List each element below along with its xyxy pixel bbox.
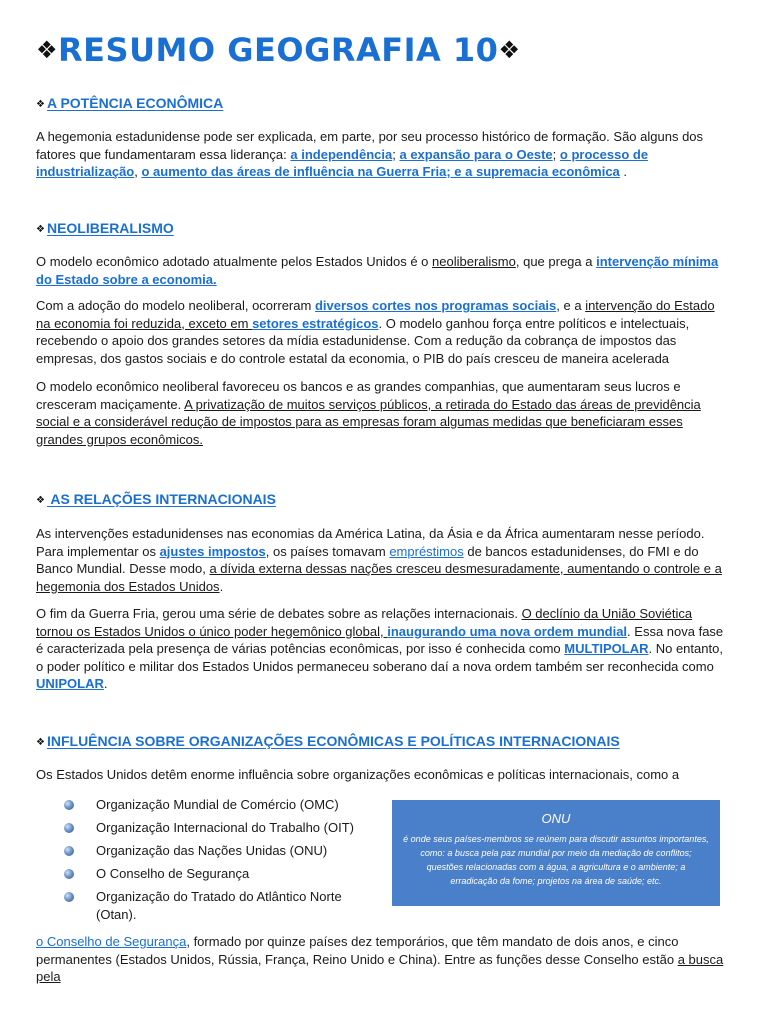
- text-run: , que prega a: [515, 254, 597, 269]
- highlight-multipolar: MULTIPOLAR: [564, 641, 649, 656]
- text-run: O modelo econômico adotado atualmente pelos Estados Unidos é o: [36, 254, 433, 269]
- sphere-bullet-icon: [64, 823, 74, 833]
- list-item: [64, 842, 364, 860]
- text-run: As intervenções estadunidenses nas economias da América Latina, da Ásia e da África aumentaram nesse período. Para implementar os: [36, 526, 705, 559]
- text-run: .: [103, 676, 108, 691]
- section-heading-text: AS RELAÇÕES INTERNACIONAIS: [46, 491, 276, 507]
- document-title: [36, 30, 520, 70]
- text-run: ;: [392, 146, 400, 162]
- paragraph-potencia: [36, 128, 732, 181]
- document-title-text: RESUMO GEOGRAFIA 10: [58, 31, 499, 69]
- list-item: [64, 819, 364, 837]
- sphere-bullet-icon: [64, 800, 74, 810]
- underline-divida-externa: a dívida externa dessas nações cresceu desmesuradamente, aumentando o controle e a hegemonia dos Estados Unidos: [36, 561, 722, 594]
- text-run: . Essa nova fase é caracterizada pela presença de várias potências econômicas, por isso é conhecida como: [36, 623, 724, 656]
- text-run: , os países tomavam: [265, 543, 390, 559]
- highlight-expansao-oeste: a expansão para o Oeste: [399, 146, 553, 162]
- section-heading-text: NEOLIBERALISMO: [46, 220, 174, 236]
- text-run: .: [219, 578, 224, 594]
- list-item-label: Organização Internacional do Trabalho (OIT): [96, 820, 354, 835]
- list-item-label: Organização das Nações Unidas (ONU): [96, 843, 328, 858]
- onu-box-title: ONU: [541, 811, 571, 826]
- highlight-independencia: a independência: [290, 146, 393, 162]
- text-run: .: [619, 164, 628, 179]
- paragraph-neoliberalismo-2: [36, 297, 732, 367]
- link-conselho-seguranca[interactable]: o Conselho de Segurança: [36, 934, 187, 949]
- paragraph-neoliberalismo-3: [36, 378, 732, 448]
- list-item: [64, 796, 364, 814]
- section-heading-neoliberalismo: [36, 220, 174, 239]
- sphere-bullet-icon: [64, 869, 74, 879]
- section-heading-relacoes: [36, 491, 276, 510]
- organizations-list: [64, 796, 364, 929]
- list-item-label: O Conselho de Segurança: [96, 866, 250, 881]
- highlight-cortes-sociais: diversos cortes nos programas sociais: [314, 298, 557, 313]
- list-item: [64, 888, 364, 923]
- link-emprestimos[interactable]: empréstimos: [389, 543, 464, 559]
- text-run: , formado por quinze países dez temporários, que têm mandato de dois anos, e cinco permanentes (Estados Unidos, Rússia, França, Reino Unido e China). Entre as funções desse Conselho estão: [36, 934, 679, 967]
- highlight-guerra-fria: o aumento das áreas de influência na Guerra Fria; e a supremacia econômica: [141, 164, 620, 179]
- diamond-bullet-icon: ❖: [36, 99, 45, 110]
- underline-privatizacao: A privatização de muitos serviços públicos, a retirada do Estado das áreas de previdência social e a considerável redução de impostos para as empresas foram algumas medidas que beneficiaram esses grandes grupos econômicos.: [36, 396, 701, 447]
- list-item: [64, 865, 364, 883]
- paragraph-conselho: [36, 933, 732, 986]
- paragraph-neoliberalismo-1: [36, 253, 732, 288]
- list-item-label: Organização do Tratado do Atlântico Norte (Otan).: [96, 889, 342, 922]
- underline-busca-pela: a busca pela: [36, 951, 724, 984]
- paragraph-relacoes-2: [36, 605, 732, 693]
- text-run: ,: [134, 164, 142, 179]
- text-run: . No entanto, o poder político e militar dos Estados Unidos permaneceu soberano daí a nova ordem também ser reconhecida como: [36, 641, 723, 674]
- sphere-bullet-icon: [64, 892, 74, 902]
- sphere-bullet-icon: [64, 846, 74, 856]
- text-run: Com a adoção do modelo neoliberal, ocorreram: [36, 298, 315, 313]
- text-run: . O modelo ganhou força entre políticos e intelectuais, recebendo o apoio dos grandes setores da mídia estadunidense. Com a redução da cobrança de impostos das empresas, dos gastos sociais e do controle estatal da economia, o PIB do país cresceu de maneira acelerada: [36, 315, 690, 366]
- highlight-nova-ordem: inaugurando uma nova ordem mundial: [387, 623, 628, 639]
- diamond-bullet-icon: ❖: [36, 737, 45, 748]
- underline-intervencao-reduzida: intervenção do Estado na economia foi reduzida, exceto em: [36, 298, 715, 331]
- onu-box-body: é onde seus países-membros se reúnem para discutir assuntos importantes, como: a busca pela paz mundial por meio da mediação de conflitos; questões relacionadas com a água, a agricultura e o ambiente; a erradicação da fome; projetos na área de saúde; etc.: [403, 833, 709, 886]
- underline-neoliberalismo: neoliberalismo: [432, 254, 516, 269]
- section-heading-influencia: [36, 733, 620, 752]
- text-run: O modelo econômico neoliberal favoreceu os bancos e as grandes companhias, que aumentaram seus lucros e cresceram maciçamente.: [36, 379, 681, 412]
- highlight-intervencao-minima: intervenção mínima do Estado sobre a economia.: [36, 254, 719, 287]
- text-run: A hegemonia estadunidense pode ser explicada, em parte, por seu processo histórico de formação. São alguns dos fatores que fundamentaram essa liderança:: [36, 129, 704, 162]
- list-item-label: Organização Mundial de Comércio (OMC): [96, 797, 339, 812]
- section-heading-potencia: [36, 95, 223, 114]
- text-run: ;: [552, 146, 560, 162]
- highlight-unipolar: UNIPOLAR: [36, 676, 104, 691]
- diamond-bullet-icon: ❖: [36, 36, 59, 64]
- text-run: , e a: [556, 298, 586, 313]
- highlight-ajustes-impostos: ajustes impostos: [159, 543, 266, 559]
- paragraph-relacoes-1: [36, 525, 732, 595]
- highlight-setores-estrategicos: setores estratégicos: [252, 315, 379, 331]
- section-heading-text: INFLUÊNCIA SOBRE ORGANIZAÇÕES ECONÔMICAS E POLÍTICAS INTERNACIONAIS: [46, 733, 620, 749]
- text-run: de bancos estadunidenses, do FMI e do Banco Mundial. Desse modo,: [36, 543, 699, 576]
- paragraph-influencia-intro: Os Estados Unidos detêm enorme influência sobre organizações econômicas e políticas internacionais, como a: [36, 767, 680, 782]
- underline-declinio-urss: O declínio da União Soviética tornou os Estados Unidos o único poder hegemônico global,: [36, 606, 693, 639]
- diamond-bullet-icon: ❖: [36, 224, 45, 235]
- text-run: O fim da Guerra Fria, gerou uma série de debates sobre as relações internacionais.: [36, 606, 522, 621]
- section-heading-text: A POTÊNCIA ECONÔMICA: [46, 95, 224, 111]
- diamond-bullet-icon: ❖: [498, 36, 521, 64]
- highlight-industrializacao: o processo de industrialização: [36, 146, 649, 179]
- onu-info-box: [392, 800, 720, 906]
- diamond-bullet-icon: ❖: [36, 495, 45, 506]
